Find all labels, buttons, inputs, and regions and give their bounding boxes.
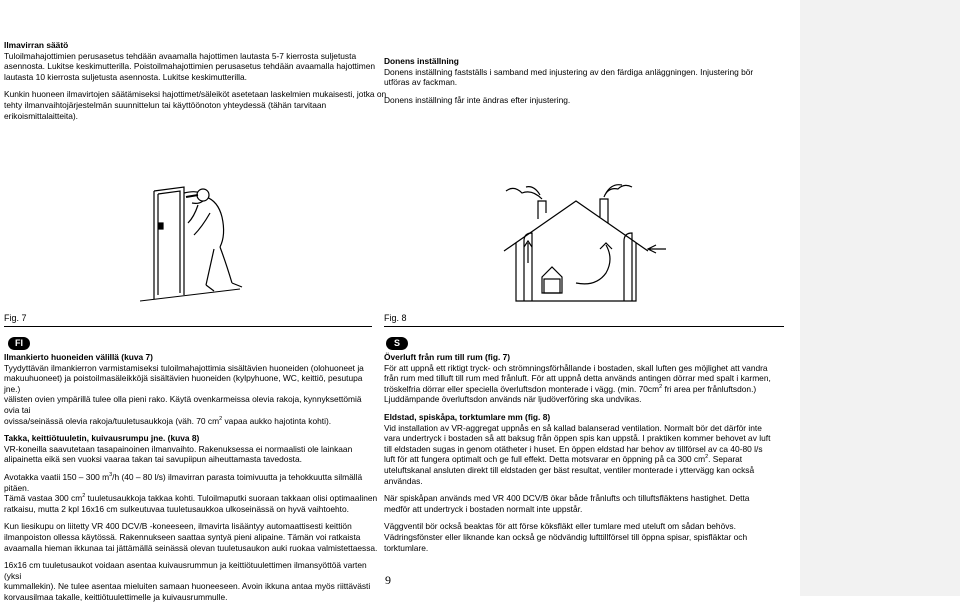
paragraph-line: utföras av fackman.	[384, 77, 458, 88]
paragraph-line: ilmanpoiston ollessa käytössä. Rakennukseen saattaa syntyä pieni alipaine. Tämän voi ratkaista	[4, 531, 361, 542]
divider-right	[384, 326, 784, 327]
right-margin-panel	[800, 0, 960, 596]
section-heading: Donens inställning	[384, 56, 459, 66]
paragraph-line: Väggventil bör också beaktas för att förse köksfläkt eller tumlare med uteluft om sådan behövs.	[384, 521, 736, 532]
fig7-caption: Fig. 7	[4, 313, 27, 323]
room-air-circulation-section-sv	[384, 352, 789, 553]
paragraph-line: från rum med tilluft till rum med frånluft. För att uppnå detta används antingen dörrar med spalt i karmen,	[384, 373, 771, 384]
paragraph-line: 16x16 cm tuuletusaukot voidaan asentaa kuivausrummun ja keittiötuulettimen ilmansyöttöä varten (yksi	[4, 560, 367, 581]
paragraph-line: kummallekin). Ne tulee asentaa mieluiten samaan huoneeseen. Avoin ikkuna antaa myös riittävästi	[4, 581, 371, 592]
paragraph-line: Tuloilmahajottimien perusasetus tehdään avaamalla hajottimen lautasta 5-7 kierrosta suljetusta	[4, 50, 357, 61]
paragraph-line: uteluftskanal ansluten direkt till eldstaden ger bäst resultat, ventiler monterade i yttervägg kan också	[384, 464, 755, 475]
paragraph-line: Donens inställning får inte ändras efter injustering.	[384, 94, 571, 105]
section-heading: Takka, keittiötuuletin, kuivausrumpu jne. (kuva 8)	[4, 433, 200, 444]
fig7-door-illustration	[140, 183, 260, 305]
divider-left	[4, 326, 372, 327]
paragraph-line: lautasta 10 kierrosta suljetusta asennosta. Lukitse keskimutterilla.	[4, 71, 247, 82]
paragraph-line: tröskelfria dörrar eller speciella överluftsdon monterade i vägg. (min. $70cm^2$ fri area per frånluftsdon.)	[384, 383, 757, 394]
airflow-adjustment-section-fi	[4, 40, 394, 121]
paragraph-line: Vid installation av VR-aggregat uppnås en så kallad balanserad ventilation. Normalt bör det därför inte	[384, 422, 762, 433]
paragraph-line: korvausilmaa takalle, keittiötuulettimelle ja kuivausrummulle.	[4, 591, 228, 602]
paragraph-line: alipainetta eikä sen vuoksi vaaraa takan tai savupiipun aiheuttamasta tavedosta.	[4, 454, 302, 465]
section-heading: Överluft från rum till rum (fig. 7)	[384, 352, 511, 362]
section-heading: Ilmankierto huoneiden välillä (kuva 7)	[4, 352, 153, 362]
paragraph-line: Kunkin huoneen ilmavirtojen säätämiseksi hajottimet/säleiköt asetetaan laskelmien mukaisesti, jotka on	[4, 89, 387, 100]
diffuser-setting-section-sv	[384, 56, 784, 105]
paragraph-line: För att uppnå ett riktigt tryck- och strömningsförhållande i bostaden, skall luften ges möjlighet att vandra	[384, 362, 768, 373]
paragraph-line: När spiskåpan används med VR 400 DCV/B ökar både frånlufts och tilluftsfläktens hastighet. Detta	[384, 493, 750, 504]
paragraph-line: Donens inställning fastställs i samband med injustering av den färdiga anläggningen. Injustering bör	[384, 66, 754, 77]
paragraph-line: medför att undertryck i bostaden normalt inte uppstår.	[384, 503, 583, 514]
paragraph-line: luft för att fungera optimalt och ge full effekt. Detta motsvarar en öppning på ca 300 $cm^2$. Separat	[384, 454, 743, 465]
paragraph-line: Vädringsfönster eller liknande kan också ge nödvändig lufttillförsel till öppna spisar, spisfläktar och	[384, 531, 748, 542]
language-badge-s: S	[386, 337, 408, 350]
fig8-house-illustration	[496, 183, 666, 305]
paragraph-line: välisten ovien ympärillä tulee olla pieni rako. Käytä ovenkarmeissa olevia rakoja, kynnyksettömiä ovia tai	[4, 394, 362, 415]
paragraph-line: erikoismittalaitteita).	[4, 110, 79, 121]
paragraph-line: Tyydyttävän ilmankierron varmistamiseksi tuloilmahajottimia sisältävien huoneiden (olohuoneet ja	[4, 362, 364, 373]
paragraph-line: ratkaisu, mutta 2 kpl 16x16 cm sulkeutuvaa tuuletusaukkoa ulkoseinässä on hyvä vaihtoehto.	[4, 503, 349, 514]
paragraph-line: VR-koneilla saavutetaan tasapainoinen ilmanvaihto. Rakenuksessa ei normaalisti ole lainkaan	[4, 443, 353, 454]
section-heading: Eldstad, spiskåpa, torktumlare mm (fig. 8)	[384, 411, 551, 422]
paragraph-line: torktumlare.	[384, 542, 429, 553]
paragraph-line: användas.	[384, 475, 423, 486]
section-heading: Ilmavirran säätö	[4, 40, 69, 50]
paragraph-line: makuuhuoneet) ja poistoilmasäleikköjä sisältävien huoneiden (kylpyhuone, WC, keittiö, pesutupa jne.)	[4, 373, 363, 394]
room-air-circulation-section-fi	[4, 352, 379, 602]
paragraph-line: Ljuddämpande överluftsdon används när ljudöverföring ska undvikas.	[384, 394, 642, 405]
language-badge-fi: FI	[8, 337, 30, 350]
paragraph-line: avaamalla hieman ikkunaa tai jättämällä seinässä olevan tuuletusaukon auki ruokaa valmistettaessa.	[4, 542, 378, 553]
paragraph-line: tehty ilmanvaihtojärjestelmän suunnittelun tai käyttöönoton yhteydessä (tähän tarvitaan	[4, 99, 327, 110]
paragraph-line: Tämä vastaa 300 $cm^2$ tuuletusaukkoja takkaa kohti. Tuloilmaputki suoraan takkaan olisi optimaalinen	[4, 493, 378, 504]
paragraph-line: Avotakka vaatii 150 – 300 $m^3/h$ (40 – 80 l/s) ilmavirran parasta toimivuutta ja tehokkuutta silmällä pitäen.	[4, 471, 363, 493]
fig8-caption: Fig. 8	[384, 313, 407, 323]
paragraph-line: vara undertryck i bostaden så att baksug från öppen spis kan uppstå. I praktiken kommer behovet av luft	[384, 433, 771, 444]
paragraph-line: ovissa/seinässä olevia rakoja/tuuletusaukkoja (väh. 70 $cm^2$ vapaa aukko hajotinta kohti).	[4, 415, 332, 426]
paragraph-line: till eldstaden sugas in genom otätheter i huset. En öppen eldstad har behov av tillförsel av ca 40-80 l/s	[384, 443, 763, 454]
paragraph-line: asennosta. Lukitse keskimutterilla. Poistoilmahajottimien perusasetus tehdään avaamalla hajottimen	[4, 61, 376, 72]
paragraph-line: Kun liesikupu on liitetty VR 400 DCV/B -koneeseen, ilmavirta lisääntyy automaattisesti keittiön	[4, 521, 352, 532]
page-number: 9	[385, 573, 391, 587]
